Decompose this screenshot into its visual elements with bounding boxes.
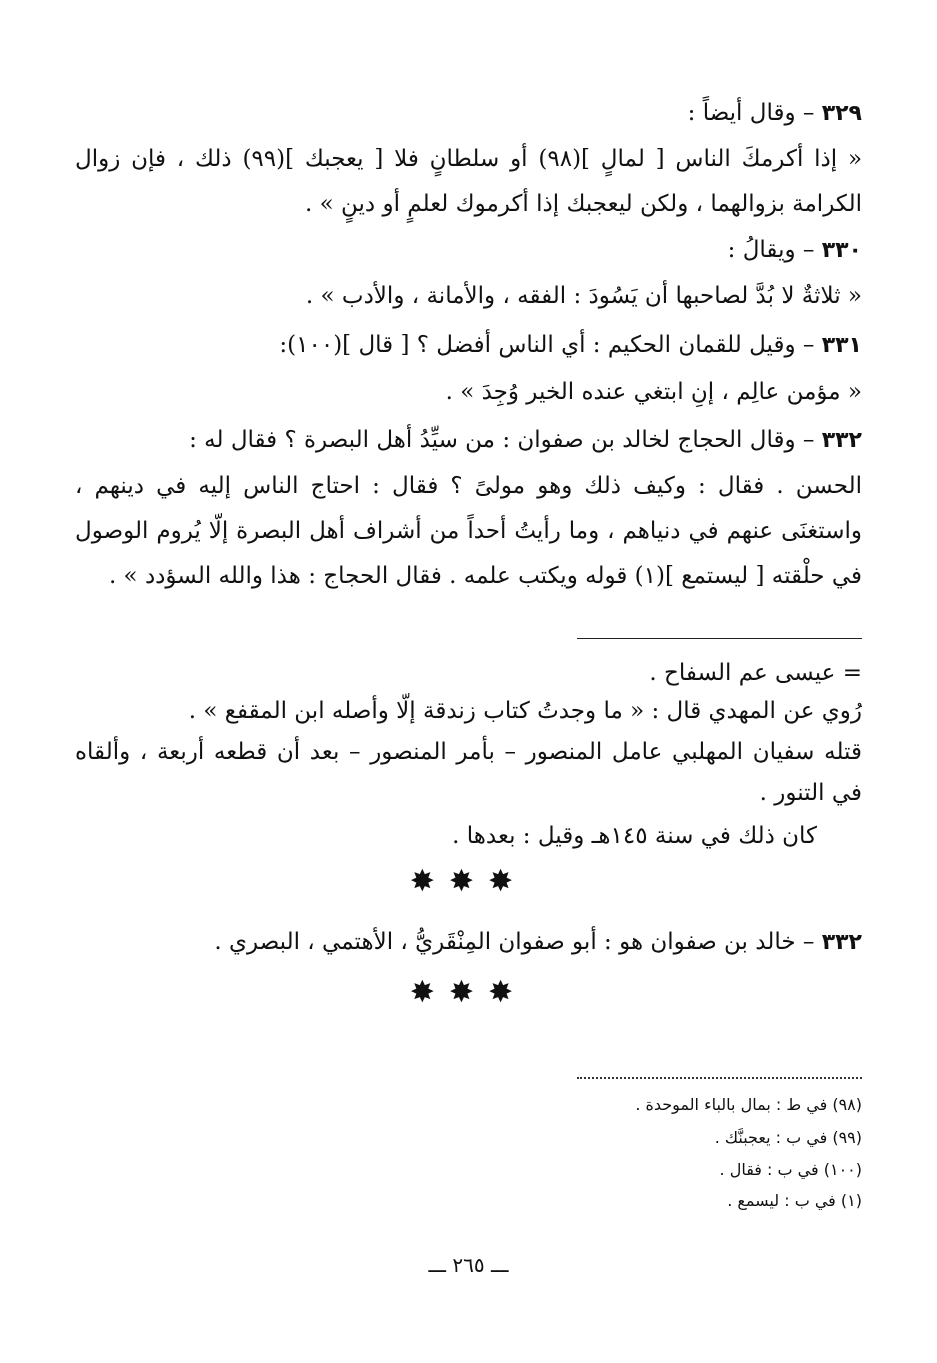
paragraph-331-line-1: « مؤمن عالِم ، إنِ ابتغي عنده الخير وُجِدَ » . — [445, 379, 862, 405]
paragraph-number: ٣٣١ — [821, 333, 862, 358]
footnote-1: (١) في ب : ليسمع . — [727, 1191, 862, 1210]
paragraph-text: – وقال الحجاج لخالد بن صفوان : من سيِّدُ أهل البصرة ؟ فقال له : — [189, 427, 815, 453]
note-line-4: في التنور . — [759, 780, 862, 806]
paragraph-332-line-1 — [75, 425, 862, 456]
paragraph-number: ٣٣٢ — [821, 428, 862, 453]
note-line-3: قتله سفيان المهلبي عامل المنصور – بأمر المنصور – بعد أن قطعه أربعة ، وألقاه — [75, 739, 862, 765]
paragraph-number: ٣٣٠ — [821, 238, 862, 263]
paragraph-intro: – وقال أيضاً : — [687, 100, 815, 126]
footnote-99: (٩٩) في ب : يعجبنَّك . — [714, 1128, 862, 1147]
note-khalid — [75, 927, 862, 958]
paragraph-332-line-2: الحسن . فقال : وكيف ذلك وهو مولىً ؟ فقال : احتاج الناس إليه في دينهم ، — [75, 473, 862, 499]
paragraph-331-heading — [75, 330, 862, 361]
paragraph-330-heading — [75, 235, 862, 266]
section-divider-stars: ✸✸✸ — [409, 864, 528, 899]
footnote-98: (٩٨) في ط : بمال بالباء الموحدة . — [635, 1095, 862, 1114]
page-number: ـــ ٢٦٥ ـــ — [428, 1253, 509, 1277]
paragraph-329-line-1: « إذا أكرمكَ الناس [ لمالٍ ](٩٨) أو سلطانٍ فلا [ يعجبك ](٩٩) ذلك ، فإن زوال — [75, 146, 863, 172]
paragraph-number: ٣٢٩ — [821, 101, 862, 126]
note-line-5: كان ذلك في سنة ١٤٥هـ وقيل : بعدها . — [452, 823, 817, 849]
note-line-1: = عيسى عم السفاح . — [649, 660, 862, 686]
note-text: – خالد بن صفوان هو : أبو صفوان المِنْقَريُّ ، الأهتمي ، البصري . — [214, 929, 815, 955]
note-line-2: رُوي عن المهدي قال : « ما وجدتُ كتاب زندقة إلّا وأصله ابن المقفع » . — [188, 698, 862, 724]
paragraph-332-line-4: في حلْقته [ ليستمع ](١) قوله ويكتب علمه . فقال الحجاج : هذا والله السؤدد » . — [108, 563, 862, 589]
notes-separator — [577, 638, 862, 639]
footnotes-separator — [577, 1077, 862, 1079]
paragraph-intro: – وقيل للقمان الحكيم : أي الناس أفضل ؟ [ قال ](١٠٠): — [279, 332, 815, 358]
paragraph-330-line-1: « ثلاثةٌ لا بُدَّ لصاحبها أن يَسُودَ : الفقه ، والأمانة ، والأدب » . — [305, 283, 862, 309]
paragraph-number: ٣٣٢ — [821, 930, 862, 955]
paragraph-332-line-3: واستغنَى عنهم في دنياهم ، وما رأيتُ أحداً من أشراف أهل البصرة إلّا يُروم الوصول — [75, 518, 862, 544]
paragraph-329-line-2: الكرامة بزوالهما ، ولكن ليعجبك إذا أكرموك لعلمٍ أو دينٍ » . — [305, 191, 862, 217]
footnote-100: (١٠٠) في ب : فقال . — [719, 1160, 862, 1179]
paragraph-intro: – ويقالُ : — [727, 237, 815, 263]
section-divider-stars: ✸✸✸ — [409, 975, 528, 1010]
paragraph-329-heading — [75, 98, 862, 129]
